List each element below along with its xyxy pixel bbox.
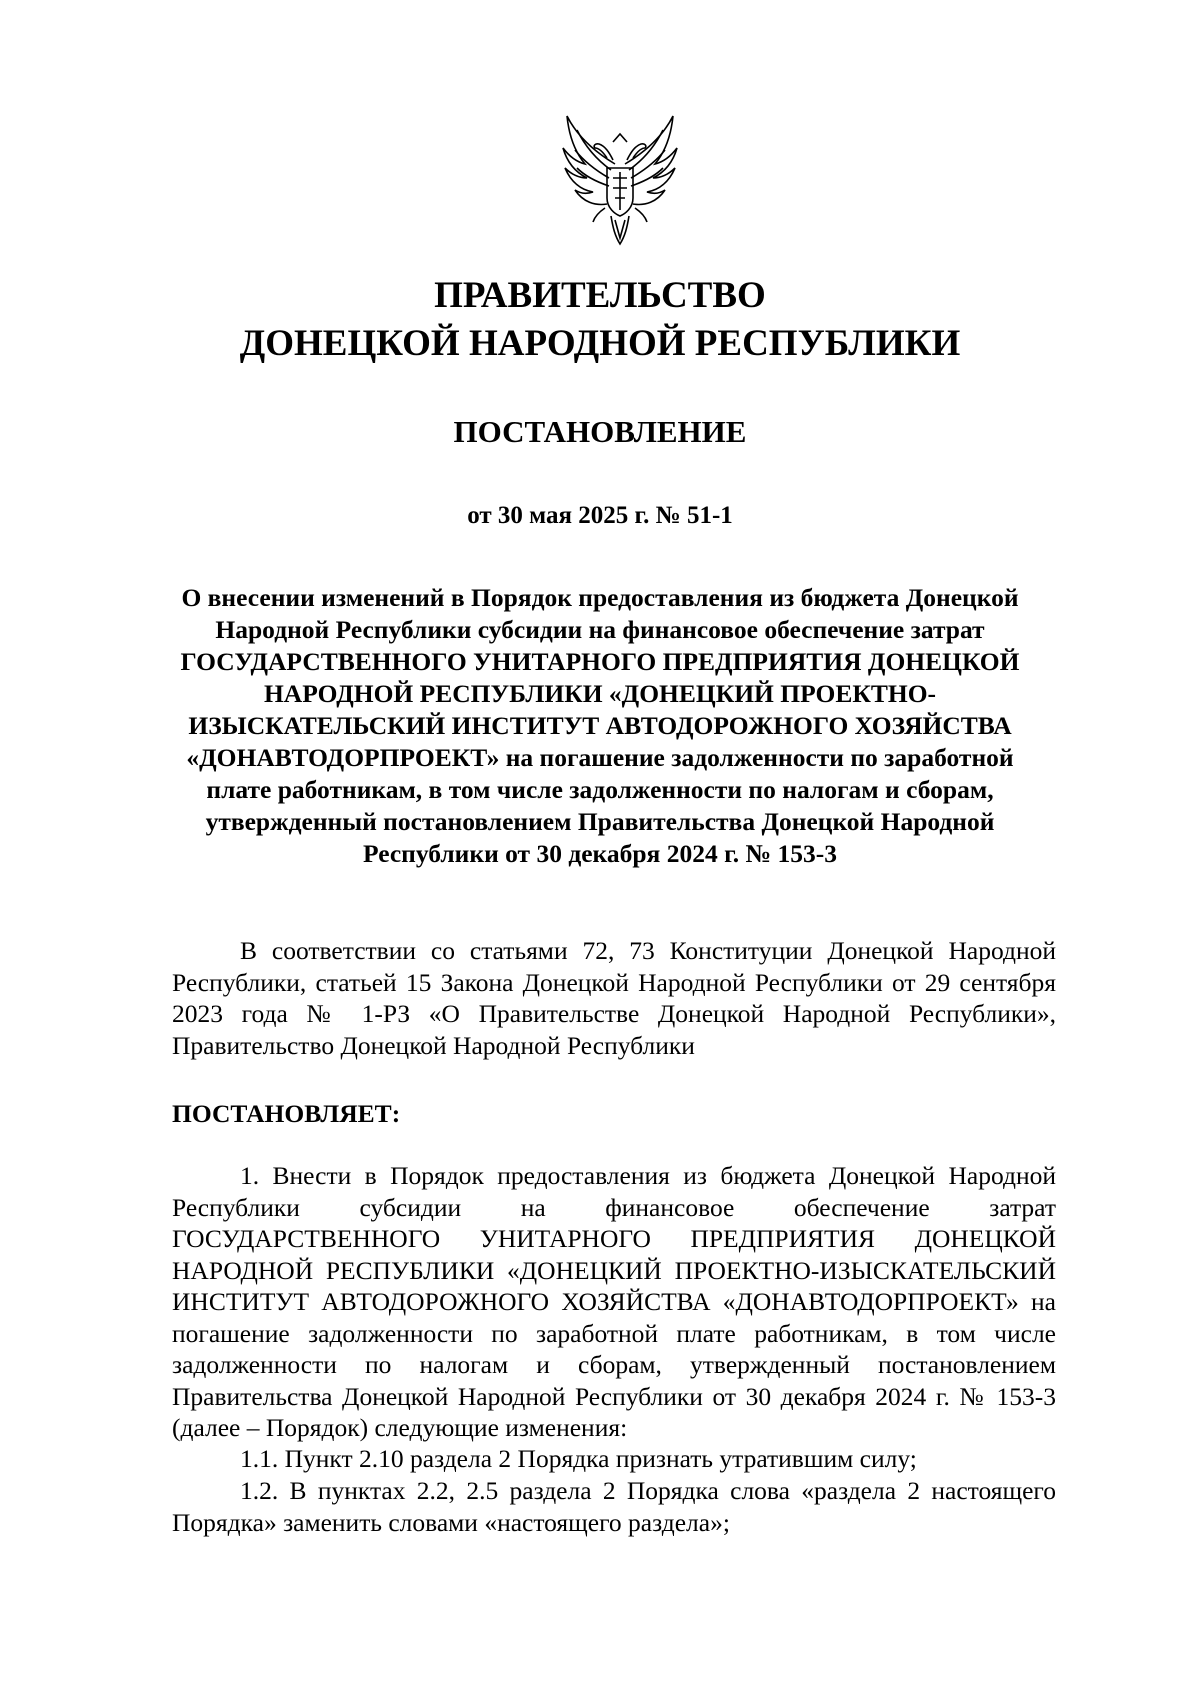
authority-line-1: ПРАВИТЕЛЬСТВО (434, 275, 766, 316)
authority-line-2: ДОНЕЦКОЙ НАРОДНОЙ РЕСПУБЛИКИ (239, 323, 961, 364)
preamble-paragraph: В соответствии со статьями 72, 73 Конституции Донецкой Народной Республики, статьей 15 Закона Донецкой Народной Республики от 29 сентября 2023 года № 1-РЗ «О Правительстве Донецкой Народной Республики», Правительство Донецкой Народной Республики (172, 936, 1056, 1060)
document-title: О внесении изменений в Порядок предоставления из бюджета Донецкой Народной Республики субсидии на финансовое обеспечение затрат ГОСУДАРСТВЕННОГО УНИТАРНОГО ПРЕДПРИЯТИЯ ДОНЕЦКОЙ НАРОДНОЙ РЕСПУБЛИКИ «ДОНЕЦКИЙ ПРОЕКТНО-ИЗЫСКАТЕЛЬСКИЙ ИНСТИТУТ АВТОДОРОЖНОГО ХОЗЯЙСТВА «ДОНАВТОДОРПРОЕКТ» на погашение задолженности по заработной плате работникам, в том числе задолженности по налогам и сборам, утвержденный постановлением Правительства Донецкой Народной Республики от 30 декабря 2024 г. № 153-3 (180, 583, 1020, 868)
clause-1-2: 1.2. В пунктах 2.2, 2.5 раздела 2 Порядка слова «раздела 2 настоящего Порядка» заменить словами «настоящего раздела»; (172, 1476, 1056, 1537)
decree-word: ПОСТАНОВЛЯЕТ: (172, 1099, 401, 1128)
document-date-number: от 30 мая 2025 г. № 51-1 (467, 502, 733, 529)
coat-of-arms-icon (555, 112, 685, 252)
clause-1: 1. Внести в Порядок предоставления из бюджета Донецкой Народной Республики субсидии на финансовое обеспечение затрат ГОСУДАРСТВЕННОГО УНИТАРНОГО ПРЕДПРИЯТИЯ ДОНЕЦКОЙ НАРОДНОЙ РЕСПУБЛИКИ «ДОНЕЦКИЙ ПРОЕКТНО-ИЗЫСКАТЕЛЬСКИЙ ИНСТИТУТ АВТОДОРОЖНОГО ХОЗЯЙСТВА «ДОНАВТОДОРПРОЕКТ» на погашение задолженности по заработной плате работникам, в том числе задолженности по налогам и сборам, утвержденный постановлением Правительства Донецкой Народной Республики от 30 декабря 2024 г. № 153-3 (далее – Порядок) следующие изменения: (172, 1161, 1056, 1442)
document-type: ПОСТАНОВЛЕНИЕ (453, 414, 747, 449)
issuing-authority (0, 272, 1200, 368)
clause-1-1: 1.1. Пункт 2.10 раздела 2 Порядка признать утратившим силу; (240, 1444, 917, 1473)
